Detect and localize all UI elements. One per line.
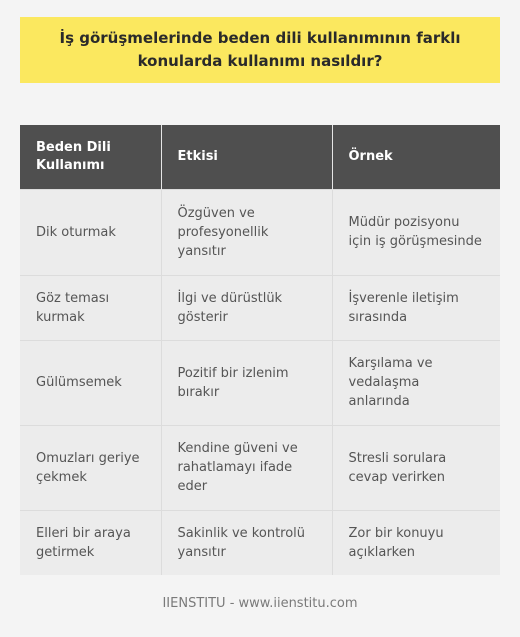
table-row [20, 425, 500, 510]
cell-example: Stresli sorulara cevap verirken [332, 425, 500, 510]
cell-body-language: Gülümsemek [20, 340, 161, 425]
cell-body-language: Elleri bir araya getirmek [20, 510, 161, 575]
cell-body-language: Dik oturmak [20, 189, 161, 275]
table-row [20, 340, 500, 425]
title-banner [20, 17, 500, 83]
cell-example: Karşılama ve vedalaşma anlarında [332, 340, 500, 425]
table-row [20, 510, 500, 575]
page-title: İş görüşmelerinde beden dili kullanımının farklı konularda kullanımı nasıldır? [59, 29, 461, 70]
table-row [20, 189, 500, 275]
cell-effect: Sakinlik ve kontrolü yansıtır [161, 510, 332, 575]
cell-effect: Pozitif bir izlenim bırakır [161, 340, 332, 425]
column-header-body-language: Beden Dili Kullanımı [20, 125, 161, 189]
cell-effect: Kendine güveni ve rahatlamayı ifade eder [161, 425, 332, 510]
cell-example: Müdür pozisyonu için iş görüşmesinde [332, 189, 500, 275]
cell-example: Zor bir konuyu açıklarken [332, 510, 500, 575]
cell-body-language: Omuzları geriye çekmek [20, 425, 161, 510]
footer-credit: IIENSTITU - www.iienstitu.com [162, 596, 358, 611]
cell-effect: İlgi ve dürüstlük gösterir [161, 275, 332, 340]
table-header-row [20, 125, 500, 189]
body-language-table [20, 125, 500, 575]
column-header-example: Örnek [332, 125, 500, 189]
column-header-effect: Etkisi [161, 125, 332, 189]
table-row [20, 275, 500, 340]
cell-body-language: Göz teması kurmak [20, 275, 161, 340]
cell-effect: Özgüven ve profesyonellik yansıtır [161, 189, 332, 275]
cell-example: İşverenle iletişim sırasında [332, 275, 500, 340]
